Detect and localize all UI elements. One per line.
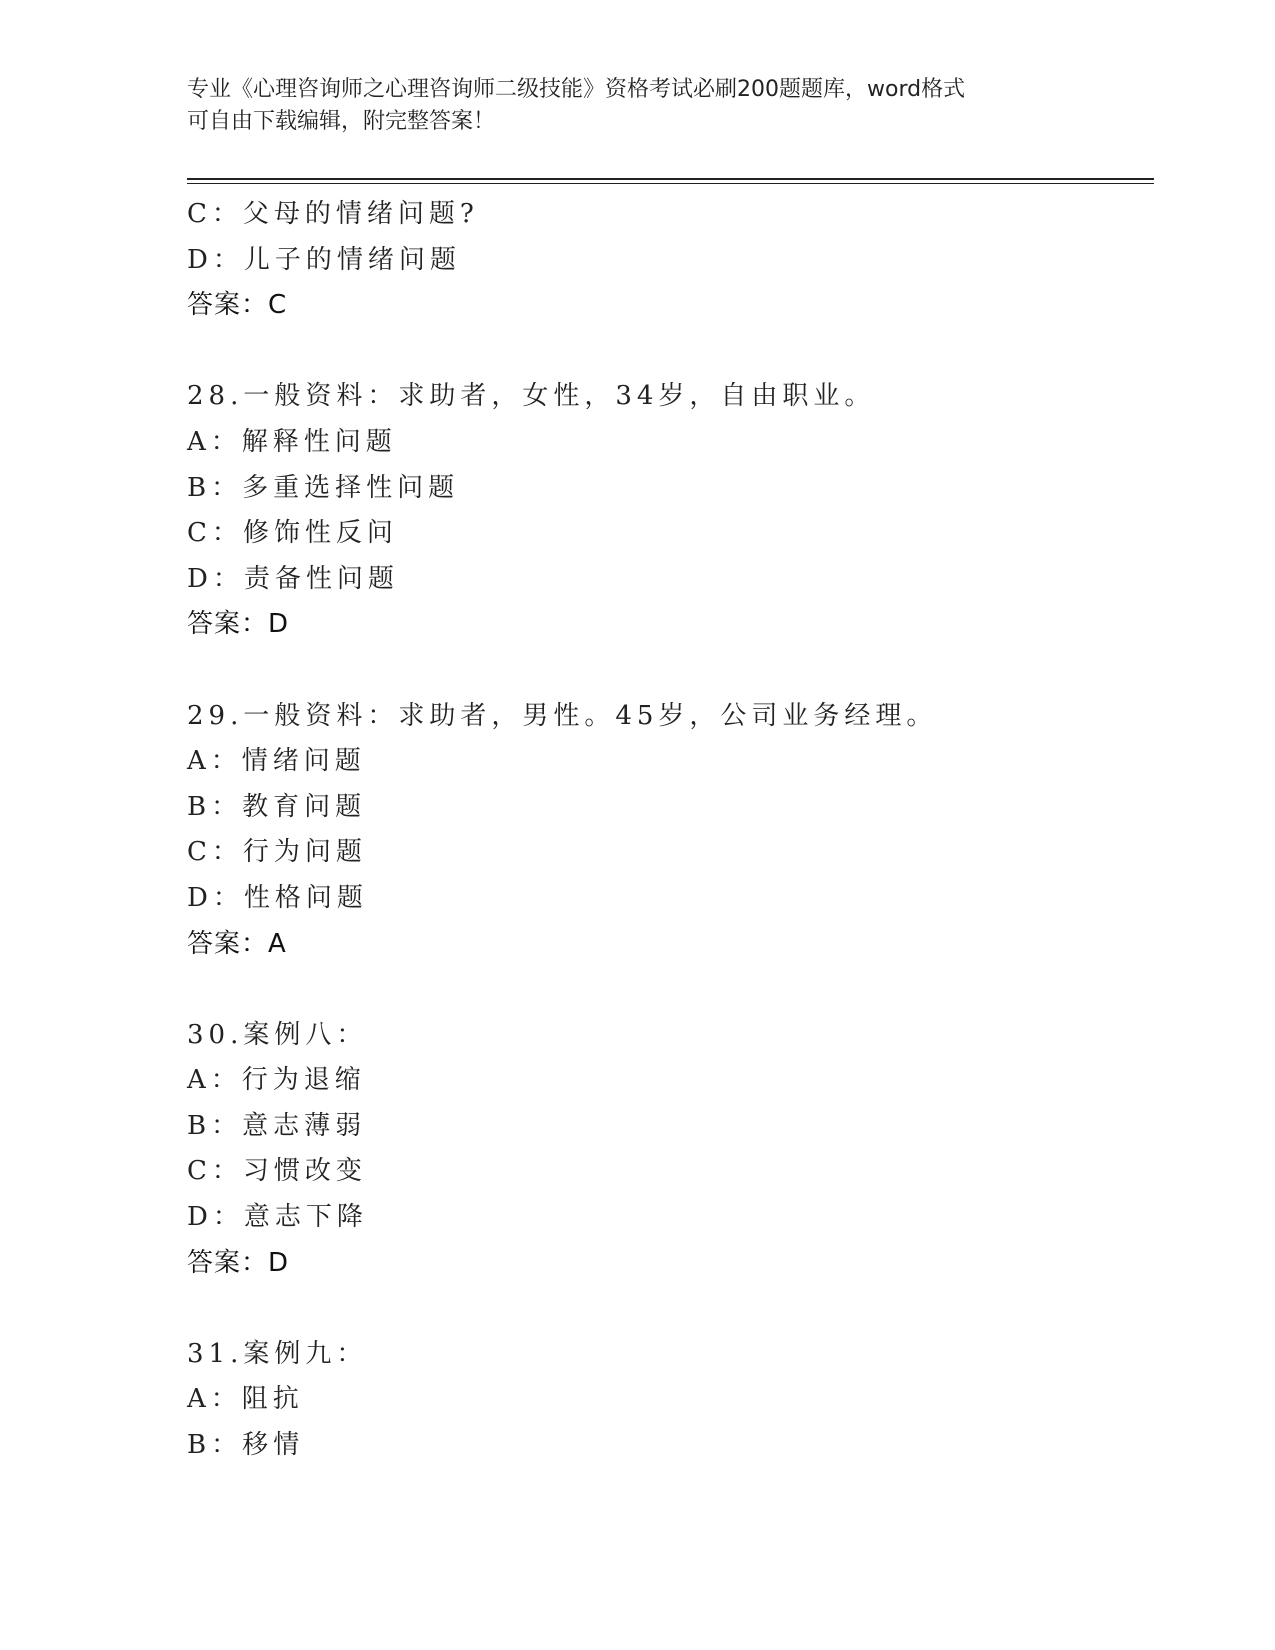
answer-line: 答案：A bbox=[187, 928, 287, 959]
question-list bbox=[187, 192, 1147, 1469]
spacer bbox=[187, 967, 1147, 1013]
question-title: 31.案例九： bbox=[187, 1338, 368, 1369]
question-title: 29.一般资料：求助者，男性。45岁，公司业务经理。 bbox=[187, 700, 938, 731]
header-line-1: 专业《心理咨询师之心理咨询师二级技能》资格考试必刷200题题库，word格式 bbox=[187, 77, 966, 102]
option-a: A：行为退缩 bbox=[187, 1065, 366, 1096]
option-d: D：性格问题 bbox=[187, 882, 368, 913]
question-30 bbox=[187, 1013, 1147, 1287]
answer-line: 答案：C bbox=[187, 290, 288, 321]
option-b: B：教育问题 bbox=[187, 791, 367, 822]
option-b: B：多重选择性问题 bbox=[187, 472, 460, 503]
option-c: C：父母的情绪问题? bbox=[187, 199, 479, 229]
option-c: C：习惯改变 bbox=[187, 1156, 367, 1187]
option-c: C：修饰性反问 bbox=[187, 518, 398, 549]
option-a: A：情绪问题 bbox=[187, 746, 366, 777]
option-a: A：阻抗 bbox=[187, 1384, 304, 1415]
option-c: C：行为问题 bbox=[187, 837, 367, 868]
option-b: B：移情 bbox=[187, 1430, 305, 1461]
question-title: 30.案例八： bbox=[187, 1019, 368, 1050]
answer-line: 答案：D bbox=[187, 1247, 290, 1278]
header-divider-thick bbox=[187, 178, 1154, 180]
option-d: D：儿子的情绪问题 bbox=[187, 244, 461, 275]
spacer bbox=[187, 1286, 1147, 1332]
option-a: A：解释性问题 bbox=[187, 426, 397, 457]
spacer bbox=[187, 329, 1147, 375]
spacer bbox=[187, 648, 1147, 694]
question-28 bbox=[187, 374, 1147, 648]
header-line-2: 可自由下载编辑，附完整答案！ bbox=[187, 109, 496, 134]
question-29 bbox=[187, 694, 1147, 968]
question-title: 28.一般资料：求助者，女性，34岁，自由职业。 bbox=[187, 381, 876, 412]
question-31 bbox=[187, 1332, 1147, 1469]
answer-line: 答案：D bbox=[187, 609, 290, 640]
document-header bbox=[187, 74, 1087, 138]
option-d: D：责备性问题 bbox=[187, 563, 399, 594]
partial-question bbox=[187, 192, 1147, 329]
header-divider-thin bbox=[187, 183, 1154, 184]
option-b: B：意志薄弱 bbox=[187, 1110, 367, 1141]
option-d: D：意志下降 bbox=[187, 1202, 368, 1233]
